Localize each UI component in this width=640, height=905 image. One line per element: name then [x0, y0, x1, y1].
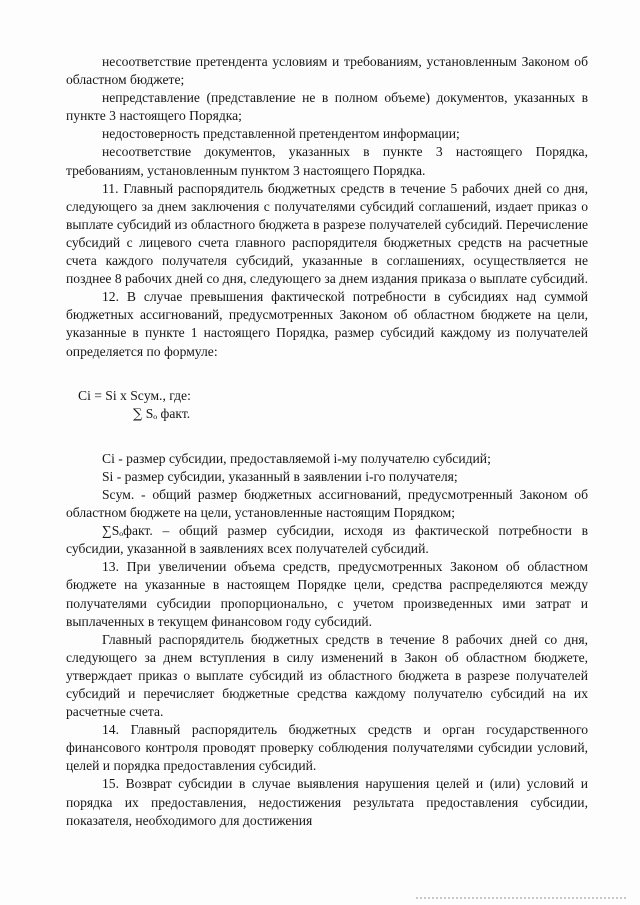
text-body-bottom [66, 450, 588, 830]
definition-scum: Scум. - общий размер бюджетных ассигнований, предусмотренный Законом об областном бюджете на цели, установленные настоящим Порядком; [66, 486, 588, 521]
definition-ci: Ci - размер субсидии, предоставляемой i-му получателю субсидий; [102, 450, 491, 466]
paragraph: недостоверность представленной претендентом информации; [102, 126, 460, 142]
formula-denominator-text: Sₒ факт. [145, 405, 191, 421]
text-body-top [66, 53, 588, 361]
paragraph: несоответствие документов, указанных в пункте 3 настоящего Порядка, требованиям, установленным пунктом 3 настоящего Порядка. [66, 144, 588, 178]
paragraph-13: 13. При увеличении объема средств, предусмотренных Законом об областном бюджете на указанные в настоящем Порядке цели, средства распределяются между получателями субсидии пропорционально, с учетом произведенных ими затрат и выплаченных в текущем финансовом году субсидий. [66, 559, 588, 629]
paragraph-14: 14. Главный распорядитель бюджетных средств и орган государственного финансового контроля проводят проверку соблюдения получателями субсидии условий, целей и порядка предоставления субсидий. [66, 722, 588, 774]
paragraph-11: 11. Главный распорядитель бюджетных средств в течение 5 рабочих дней со дня, следующего за днем заключения с получателями субсидий соглашений, издает приказ о выплате субсидий из областного бюджета в разрезе получателей субсидий. Перечисление субсидий с лицевого счета главного распорядителя бюджетных средств на расчетные счета каждого получателя субсидий, указанные в соглашениях, осуществляется не позднее 8 рабочих дней со дня, следующего за днем издания приказа о выплате субсидий. [66, 180, 588, 287]
paragraph: Главный распорядитель бюджетных средств в течение 8 рабочих дней со дня, следующего за днем вступления в силу изменений в Закон об областном бюджете, утверждает приказ о выплате субсидий из областного бюджета в разрезе получателей субсидий и перечисляет бюджетные средства каждому получателю субсидий на их расчетные счета. [66, 631, 588, 720]
scan-artifact [416, 895, 626, 899]
paragraph: несоответствие претендента условиям и требованиям, установленным Законом об областном бюджете; [66, 54, 588, 88]
paragraph-12: 12. В случае превышения фактической потребности в субсидиях над суммой бюджетных ассигнований, предусмотренных Законом об областном бюджете на цели, указанные в пункте 1 настоящего Порядка, размер субсидий каждому из получателей определяется по формуле: [66, 289, 588, 359]
sum-symbol: ∑ [133, 406, 143, 422]
formula-main-line: Ci = Si x Scум., где: [78, 387, 191, 403]
definition-si: Si - размер субсидии, указанный в заявлении i-го получателя; [102, 468, 458, 484]
formula [78, 387, 588, 424]
paragraph-15: 15. Возврат субсидии в случае выявления нарушения целей и (или) условий и порядка их предоставления, недостижения результата предоставления субсидии, показателя, необходимого для достижения [66, 776, 588, 828]
paragraph: непредставление (представление не в полном объеме) документов, указанных в пункте 3 настоящего Порядка; [66, 90, 588, 124]
definition-sum-s0: ∑Sₒфакт. – общий размер субсидии, исходя из фактической потребности в субсидии, указанной в заявлениях всех получателей субсидий. [66, 523, 588, 557]
formula-denominator [133, 405, 588, 424]
